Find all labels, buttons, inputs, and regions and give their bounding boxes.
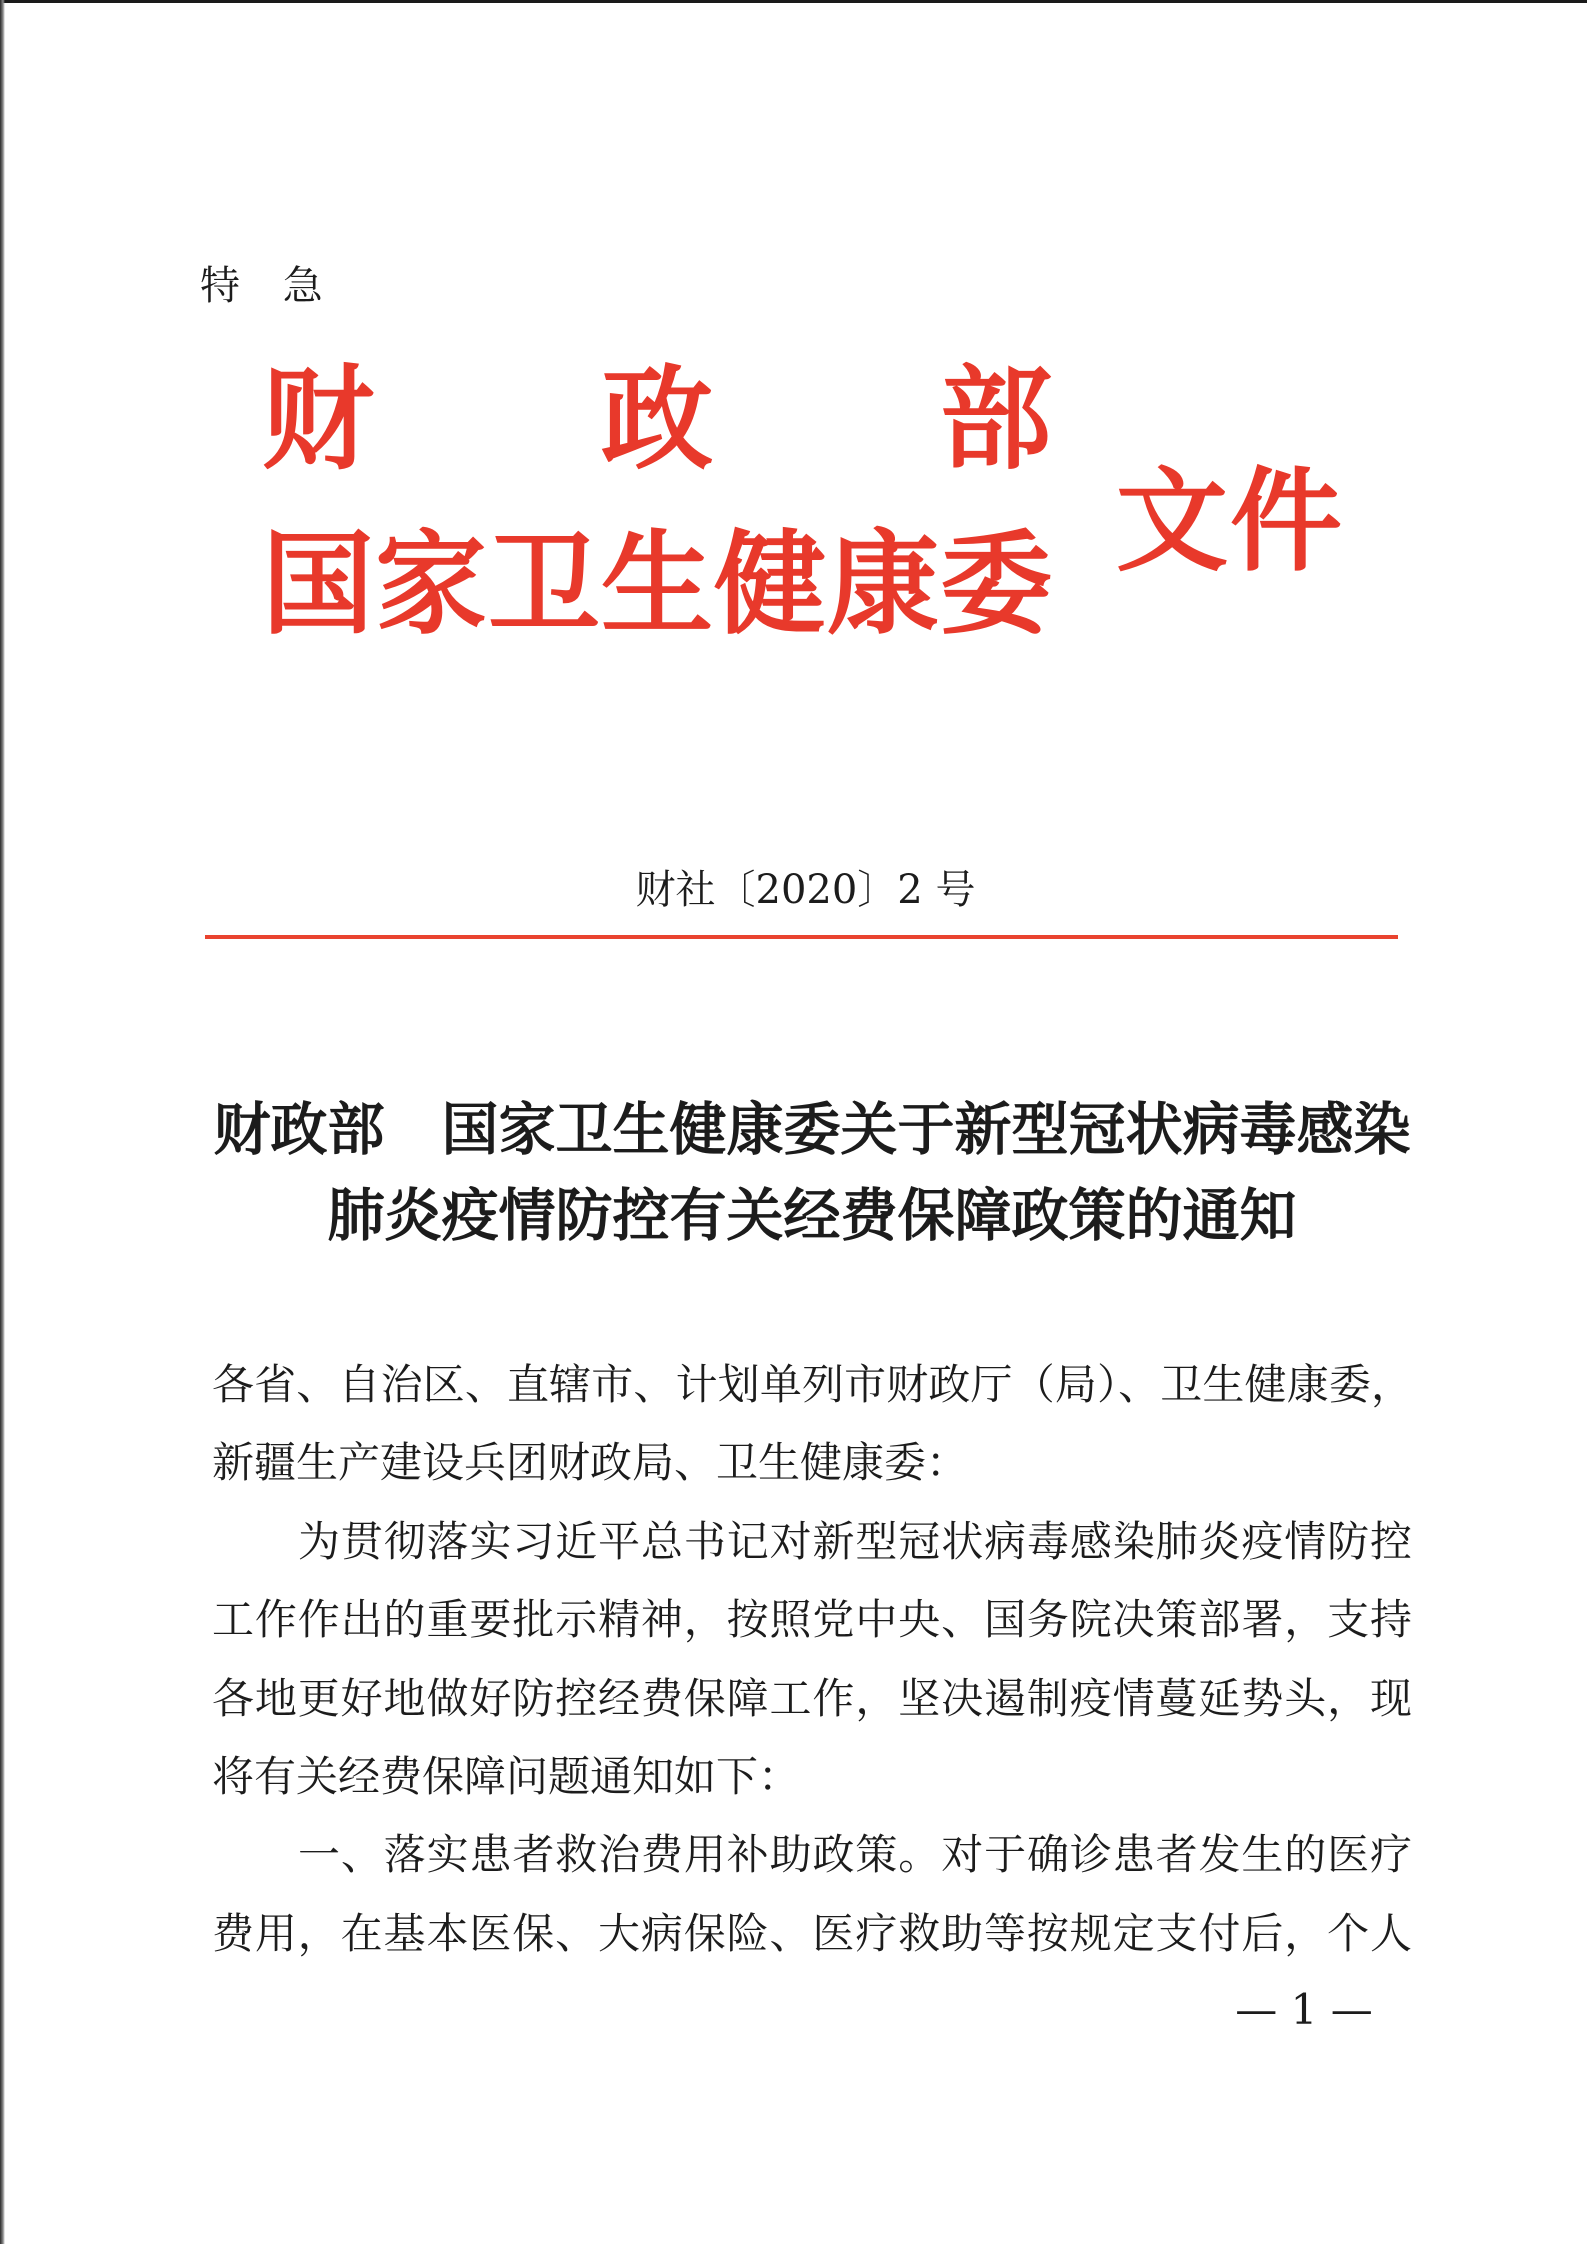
body-line-section-one: 费用，在基本医保、大病保险、医疗救助等按规定支付后，个人	[212, 1908, 1412, 1958]
header-char: 财	[262, 354, 374, 485]
body-line-recipients: 各省、自治区、直辖市、计划单列市财政厅（局）、卫生健康委，	[212, 1360, 1412, 1409]
header-issuer-health: 国家卫生健康委	[262, 519, 1052, 650]
header-document-suffix: 文件	[1116, 456, 1344, 587]
body-line-paragraph: 工作作出的重要批示精神，按照党中央、国务院决策部署，支持	[212, 1595, 1412, 1645]
document-body	[212, 1346, 1412, 1973]
body-line-paragraph: 将有关经费保障问题通知如下：	[212, 1751, 801, 1801]
scan-left-edge	[0, 0, 5, 2244]
red-separator-line	[205, 935, 1398, 939]
body-line-paragraph: 各地更好地做好防控经费保障工作，坚决遏制疫情蔓延势头，现	[212, 1673, 1412, 1723]
body-line-section-one: 一、落实患者救治费用补助政策。对于确诊患者发生的医疗	[298, 1830, 1412, 1880]
body-line-paragraph: 为贯彻落实习近平总书记对新型冠状病毒感染肺炎疫情防控	[298, 1516, 1412, 1566]
scan-top-edge	[0, 0, 1587, 3]
urgency-mark: 特 急	[200, 263, 323, 309]
document-title-line: 肺炎疫情防控有关经费保障政策的通知	[327, 1182, 1297, 1249]
header-char: 政	[601, 354, 713, 485]
document-number: 财社〔2020〕2 号	[635, 867, 976, 913]
page-number: — 1 —	[1235, 1985, 1373, 2034]
header-issuer-finance	[262, 354, 1052, 485]
body-line-recipients: 新疆生产建设兵团财政局、卫生健康委：	[212, 1438, 969, 1488]
document-title-line: 财政部 国家卫生健康委关于新型冠状病毒感染	[213, 1096, 1411, 1163]
header-char: 部	[940, 354, 1052, 485]
